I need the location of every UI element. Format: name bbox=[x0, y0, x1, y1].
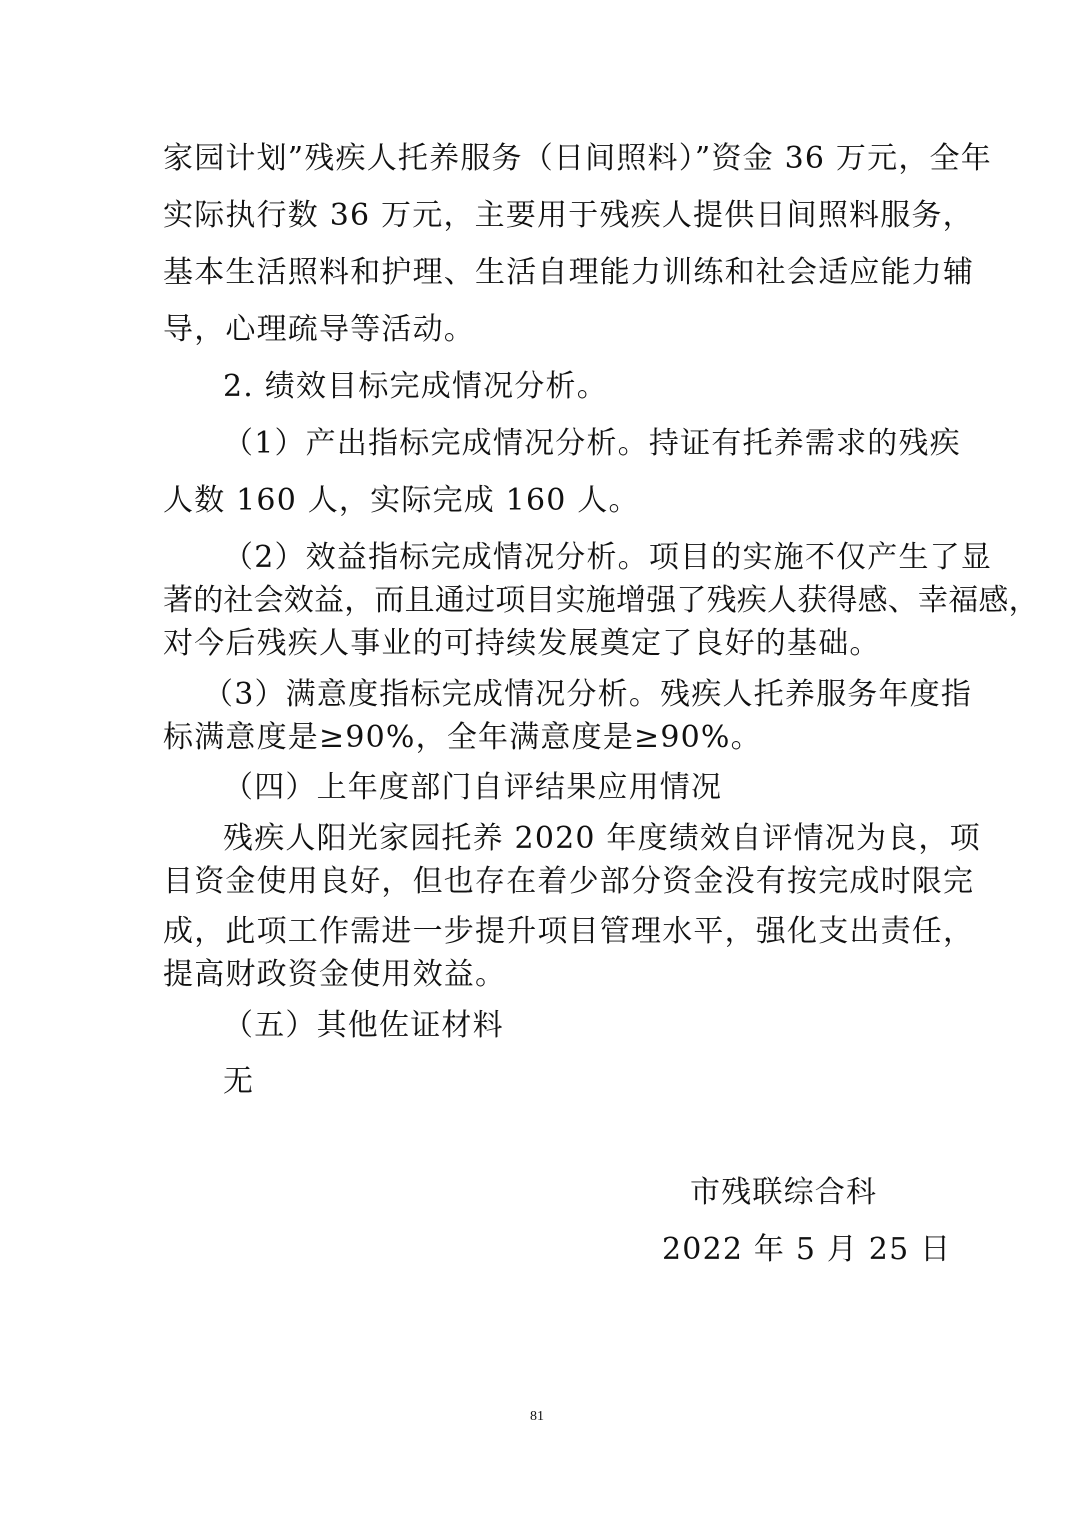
body-line: 无 bbox=[223, 1064, 255, 1099]
section-title: （四）上年度部门自评结果应用情况 bbox=[223, 770, 723, 805]
item-line: （1）产出指标完成情况分析。持证有托养需求的残疾 bbox=[223, 426, 961, 461]
paragraph-line: 实际执行数 36 万元，主要用于残疾人提供日间照料服务， bbox=[163, 198, 974, 233]
paragraph-line: 基本生活照料和护理、生活自理能力训练和社会适应能力辅 bbox=[163, 255, 975, 290]
paragraph-line: 导，心理疏导等活动。 bbox=[163, 312, 475, 347]
signature-date: 2022 年 5 月 25 日 bbox=[662, 1232, 952, 1267]
paragraph-line: 家园计划”残疾人托养服务（日间照料）”资金 36 万元，全年 bbox=[163, 141, 992, 176]
item-line: 人数 160 人，实际完成 160 人。 bbox=[163, 483, 640, 518]
item-line: （2）效益指标完成情况分析。项目的实施不仅产生了显 bbox=[223, 540, 993, 575]
signature-unit: 市残联综合科 bbox=[690, 1175, 878, 1210]
item-line: （3）满意度指标完成情况分析。残疾人托养服务年度指 bbox=[203, 677, 973, 712]
body-line: 残疾人阳光家园托养 2020 年度绩效自评情况为良，项 bbox=[223, 821, 981, 856]
body-line: 目资金使用良好，但也存在着少部分资金没有按完成时限完 bbox=[163, 864, 975, 899]
body-line: 提高财政资金使用效益。 bbox=[163, 957, 507, 992]
item-line: 标满意度是≥90%，全年满意度是≥90%。 bbox=[163, 720, 762, 755]
section-title: （五）其他佐证材料 bbox=[223, 1008, 504, 1043]
body-line: 成，此项工作需进一步提升项目管理水平，强化支出责任， bbox=[163, 914, 975, 949]
item-line: 著的社会效益，而且通过项目实施增强了残疾人获得感、幸福感， bbox=[163, 583, 1039, 618]
item-line: 对今后残疾人事业的可持续发展奠定了良好的基础。 bbox=[163, 626, 881, 661]
page-number: 81 bbox=[530, 1409, 544, 1424]
section-heading: 2. 绩效目标完成情况分析。 bbox=[223, 369, 608, 404]
